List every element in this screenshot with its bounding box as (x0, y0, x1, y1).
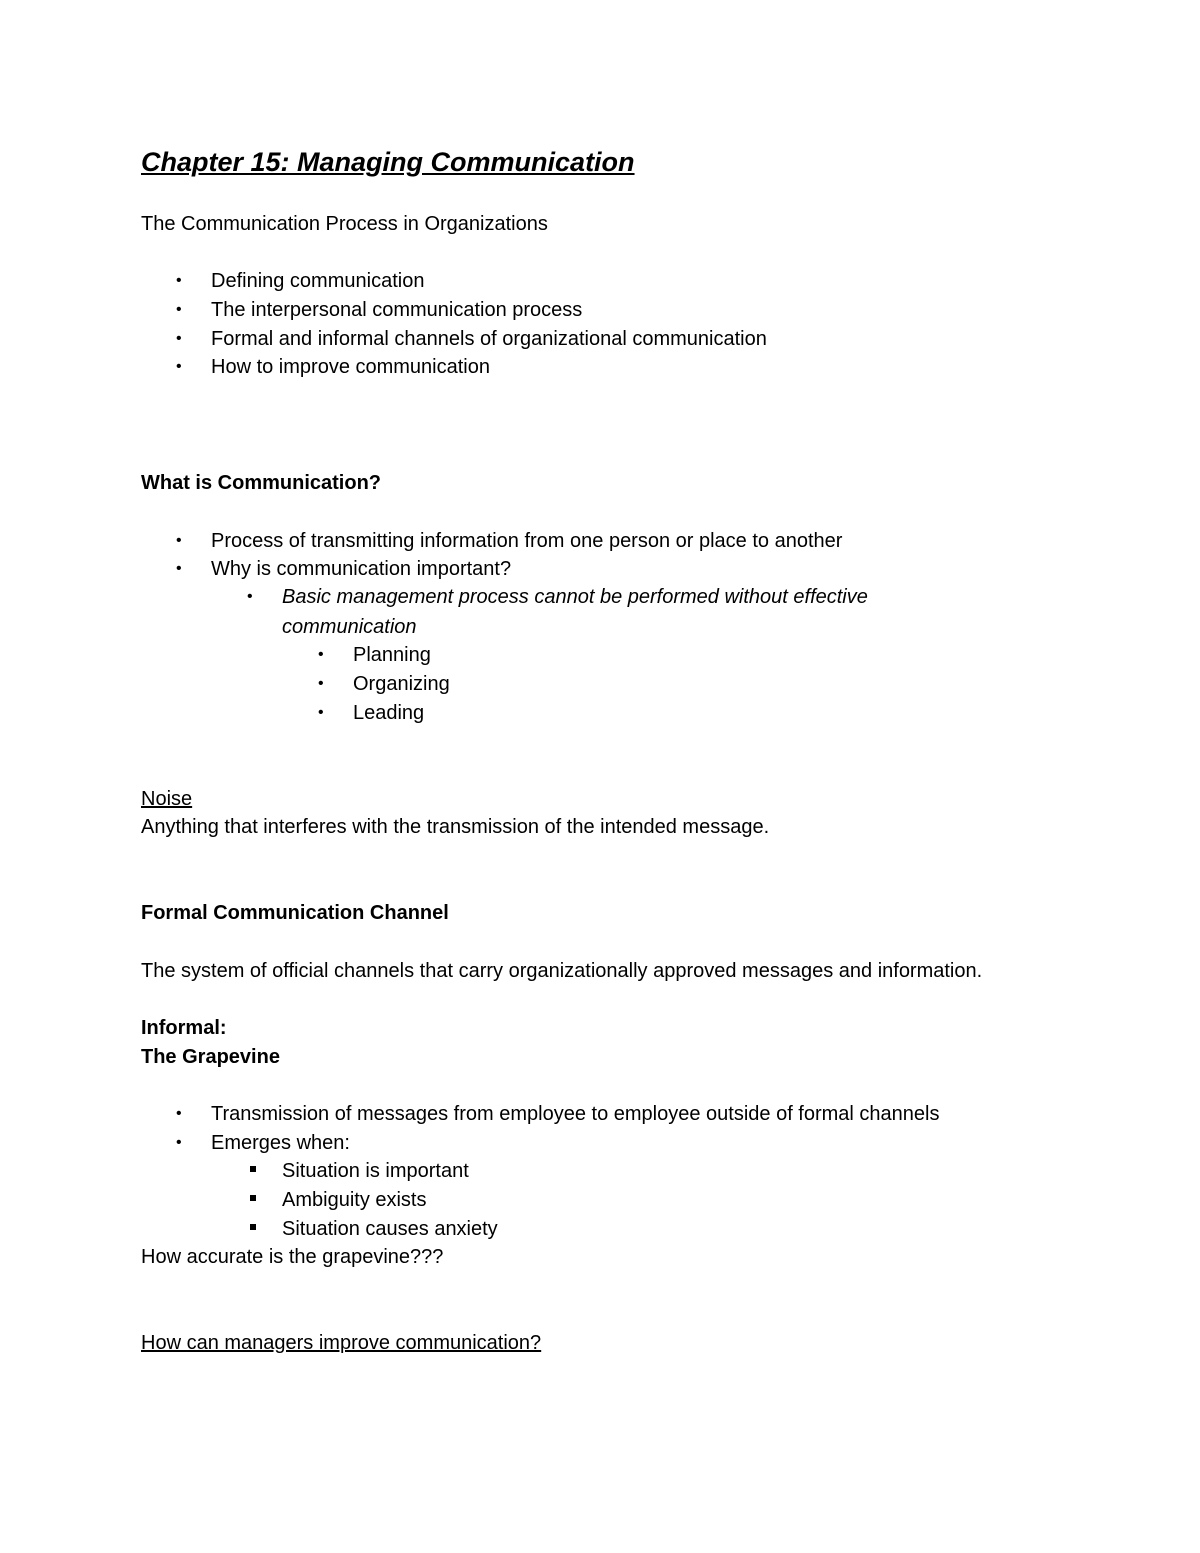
bullet-dot-icon: • (176, 1105, 182, 1122)
list-item: The interpersonal communication process (211, 299, 583, 321)
square-list-item: Ambiguity exists (282, 1189, 427, 1211)
section-subheading-grapevine: The Grapevine (141, 1046, 280, 1068)
bullet-dot-icon: • (247, 588, 253, 605)
bullet-dot-icon: • (176, 532, 182, 549)
formal-definition: The system of official channels that carry organizationally approved messages and information. (141, 960, 983, 982)
section-heading-formal: Formal Communication Channel (141, 902, 449, 924)
list-item: Process of transmitting information from one person or place to another (211, 530, 843, 552)
sub-sub-list-item: Leading (353, 702, 425, 724)
bullet-dot-icon: • (318, 675, 324, 692)
square-bullet-icon (250, 1224, 256, 1230)
bullet-dot-icon: • (176, 272, 182, 289)
list-item: Why is communication important? (211, 558, 512, 580)
bullet-dot-icon: • (318, 704, 324, 721)
bullet-dot-icon: • (176, 560, 182, 577)
list-item: How to improve communication (211, 356, 490, 378)
list-item: Transmission of messages from employee to employee outside of formal channels (211, 1103, 940, 1125)
sub-sub-list-item: Planning (353, 644, 431, 666)
bullet-dot-icon: • (176, 1134, 182, 1151)
section-heading-informal: Informal: (141, 1017, 227, 1039)
sub-sub-list-item: Organizing (353, 673, 450, 695)
sub-list-item-continuation: communication (282, 616, 417, 638)
bullet-dot-icon: • (176, 330, 182, 347)
document-title: Chapter 15: Managing Communication (141, 147, 635, 177)
section-heading-improve: How can managers improve communication? (141, 1332, 542, 1354)
section-heading-what: What is Communication? (141, 472, 381, 494)
list-item: Emerges when: (211, 1132, 350, 1154)
bullet-dot-icon: • (176, 301, 182, 318)
section-heading-noise: Noise (141, 788, 193, 810)
list-item: Formal and informal channels of organizational communication (211, 328, 767, 350)
list-item: Defining communication (211, 270, 425, 292)
grapevine-question: How accurate is the grapevine??? (141, 1246, 444, 1268)
noise-definition: Anything that interferes with the transmission of the intended message. (141, 816, 770, 838)
square-list-item: Situation causes anxiety (282, 1218, 498, 1240)
bullet-dot-icon: • (318, 646, 324, 663)
square-bullet-icon (250, 1166, 256, 1172)
square-list-item: Situation is important (282, 1160, 469, 1182)
bullet-dot-icon: • (176, 358, 182, 375)
section-heading-process: The Communication Process in Organizations (141, 213, 548, 235)
square-bullet-icon (250, 1195, 256, 1201)
sub-list-item: Basic management process cannot be performed without effective (282, 586, 868, 608)
